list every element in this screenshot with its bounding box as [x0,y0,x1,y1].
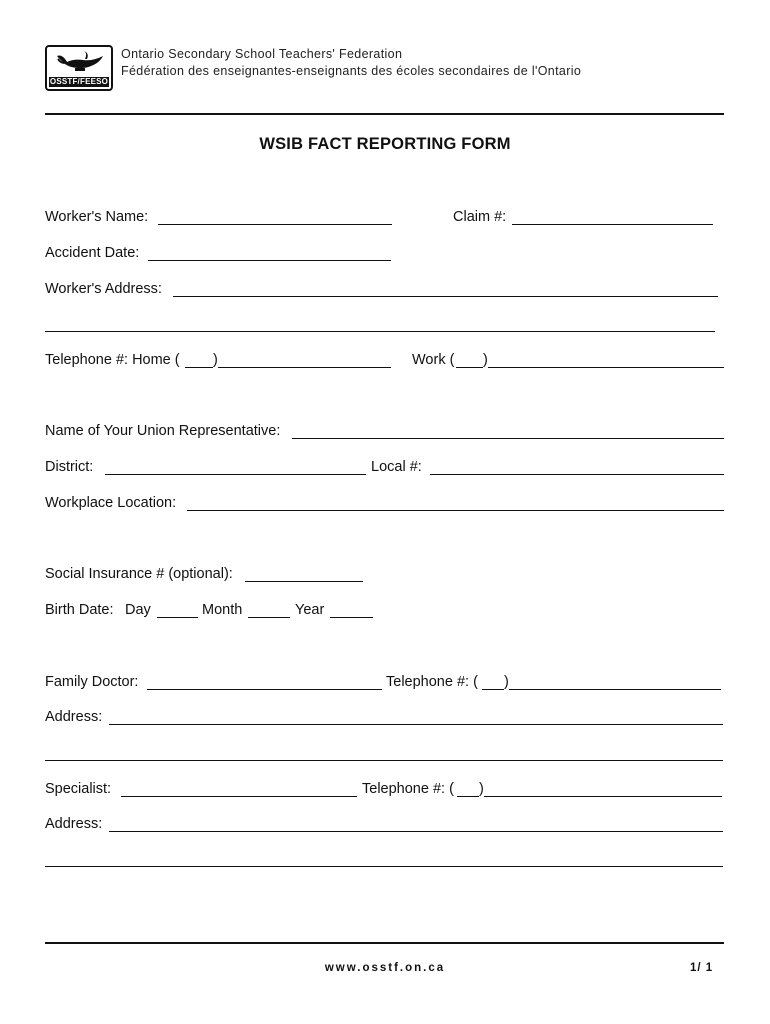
org-name-english: Ontario Secondary School Teachers' Federation [121,47,403,61]
specialist-close-paren: ) [479,781,484,797]
doctor-area-code-field[interactable] [482,689,504,690]
birth-year-field[interactable] [330,617,373,618]
accident-date-field[interactable] [148,260,391,261]
specialist-area-code-field[interactable] [457,796,479,797]
union-rep-field[interactable] [292,438,724,439]
month-label: Month [202,602,243,618]
claim-label: Claim #: [453,209,507,225]
family-doctor-field[interactable] [147,689,382,690]
home-area-code-field[interactable] [185,367,213,368]
union-rep-label: Name of Your Union Representative: [45,423,281,439]
birth-date-label: Birth Date: [45,602,114,618]
district-label: District: [45,459,94,475]
form-title: WSIB FACT REPORTING FORM [259,135,511,153]
local-label: Local #: [371,459,422,475]
local-field[interactable] [430,474,724,475]
specialist-phone-field[interactable] [484,796,722,797]
family-doctor-label: Family Doctor: [45,674,139,690]
doctor-address-field-line-2[interactable] [45,760,723,761]
home-close-paren: ) [213,352,218,368]
org-name-french: Fédération des enseignantes-enseignants des écoles secondaires de l'Ontario [121,64,582,78]
claim-field[interactable] [512,224,713,225]
work-phone-field[interactable] [488,367,724,368]
work-close-paren: ) [483,352,488,368]
footer-url: www.osstf.on.ca [324,962,446,974]
workplace-location-label: Workplace Location: [45,495,177,511]
header-divider [45,113,724,115]
doctor-address-field[interactable] [109,724,723,725]
specialist-telephone-label: Telephone #: ( [362,781,454,797]
telephone-home-label: Telephone #: Home ( [45,352,180,368]
birth-day-field[interactable] [157,617,198,618]
district-field[interactable] [105,474,366,475]
workplace-location-field[interactable] [187,510,724,511]
footer-divider [45,942,724,944]
accident-date-label: Accident Date: [45,245,140,261]
sin-label: Social Insurance # (optional): [45,566,233,582]
home-phone-field[interactable] [218,367,391,368]
doctor-close-paren: ) [504,674,509,690]
lamp-icon [53,50,109,78]
workers-address-field-line-2[interactable] [45,331,715,332]
logo-text: OSSTF/FEESO [49,77,109,86]
doctor-phone-field[interactable] [509,689,721,690]
work-area-code-field[interactable] [456,367,483,368]
osstf-logo [45,45,113,91]
workers-address-field[interactable] [173,296,718,297]
year-label: Year [295,602,325,618]
workers-name-label: Worker's Name: [45,209,149,225]
specialist-address-field[interactable] [109,831,723,832]
day-label: Day [125,602,151,618]
work-phone-label: Work ( [412,352,455,368]
workers-name-field[interactable] [158,224,392,225]
sin-field[interactable] [245,581,363,582]
doctor-address-label: Address: [45,709,103,725]
page-number: 1/ 1 [690,962,714,974]
specialist-label: Specialist: [45,781,112,797]
specialist-address-label: Address: [45,816,103,832]
workers-address-label: Worker's Address: [45,281,162,297]
doctor-telephone-label: Telephone #: ( [386,674,478,690]
birth-month-field[interactable] [248,617,290,618]
specialist-field[interactable] [121,796,357,797]
specialist-address-field-line-2[interactable] [45,866,723,867]
